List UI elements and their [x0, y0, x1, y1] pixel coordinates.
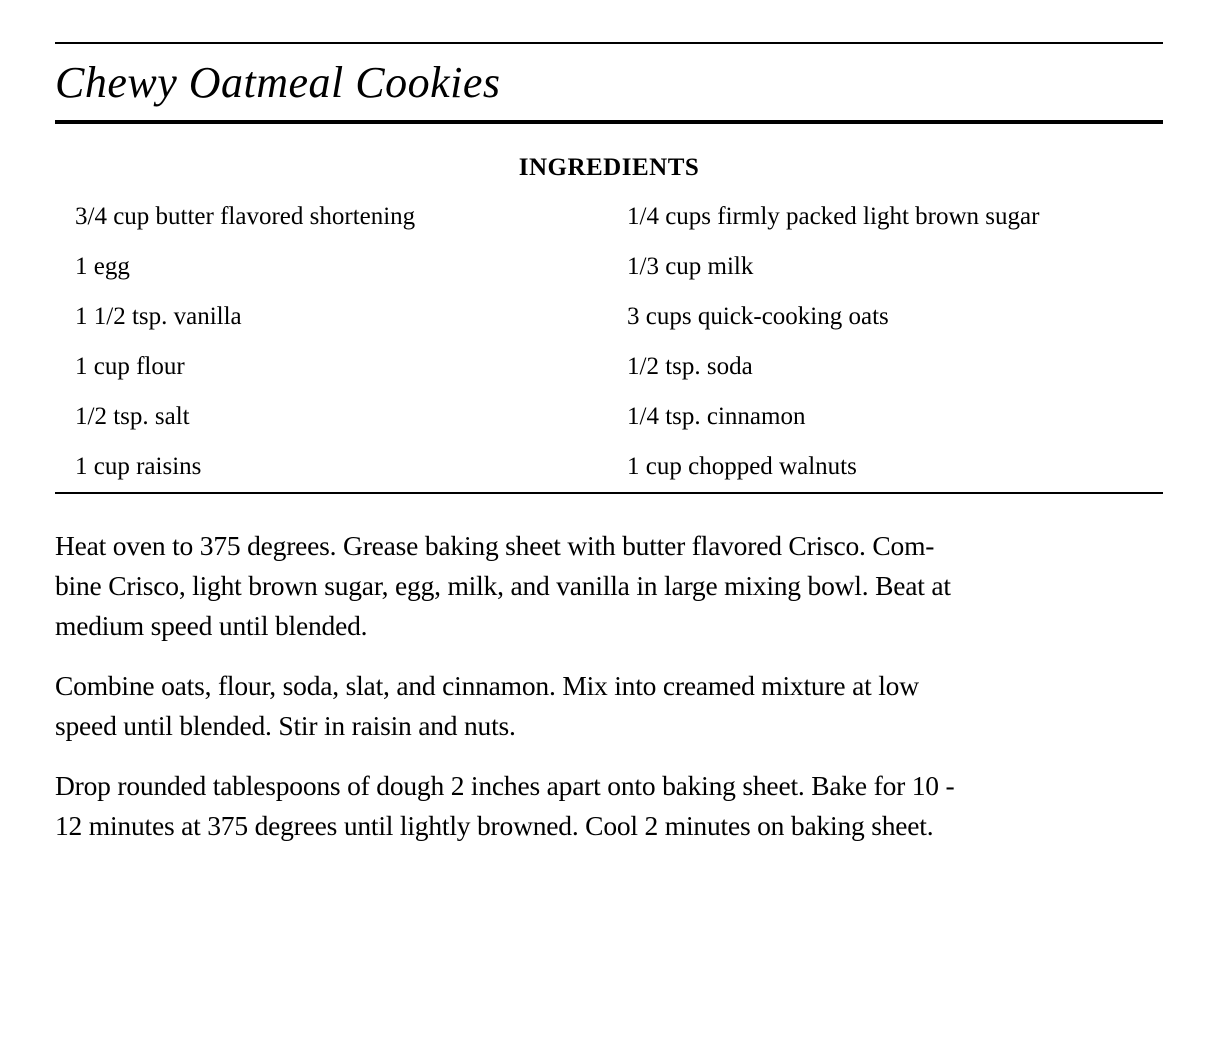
ingredients-heading: INGREDIENTS — [518, 154, 700, 181]
ingredients-table — [55, 192, 1163, 492]
ingredient-row — [55, 242, 1163, 292]
paragraph-line: 12 minutes at 375 degrees until lightly browned. Cool 2 minutes on baking sheet. — [55, 810, 934, 841]
paragraph-line: Drop rounded tablespoons of dough 2 inches apart onto baking sheet. Bake for 10 - — [55, 770, 955, 801]
paragraph-line: medium speed until blended. — [55, 610, 368, 641]
ingredient-item: 3/4 cup butter flavored shortening — [75, 203, 416, 230]
ingredient-item: 1/2 tsp. soda — [627, 353, 753, 380]
paragraph-line: Combine oats, flour, soda, slat, and cinnamon. Mix into creamed mixture at low — [55, 670, 919, 701]
instruction-paragraph — [55, 526, 1163, 646]
instructions-section — [55, 526, 1163, 846]
paragraph-line: bine Crisco, light brown sugar, egg, milk, and vanilla in large mixing bowl. Beat at — [55, 570, 951, 601]
title-rule — [55, 120, 1163, 124]
ingredient-item: 1/2 tsp. salt — [75, 403, 190, 430]
top-rule — [55, 42, 1163, 44]
ingredient-item: 1/3 cup milk — [627, 253, 754, 280]
ingredient-row — [55, 192, 1163, 242]
ingredient-item: 1 cup flour — [75, 353, 185, 380]
instruction-paragraph — [55, 666, 1163, 746]
recipe-page — [0, 42, 1216, 1037]
ingredient-item: 1 1/2 tsp. vanilla — [75, 303, 242, 330]
paragraph-line: speed until blended. Stir in raisin and nuts. — [55, 710, 516, 741]
ingredient-item: 1/4 cups firmly packed light brown sugar — [627, 203, 1040, 230]
ingredients-section — [55, 154, 1163, 494]
ingredient-item: 1 cup raisins — [75, 453, 202, 480]
recipe-title: Chewy Oatmeal Cookies — [55, 58, 501, 107]
ingredient-item: 3 cups quick-cooking oats — [627, 303, 889, 330]
instruction-paragraph — [55, 766, 1163, 846]
ingredient-row — [55, 292, 1163, 342]
ingredient-row — [55, 342, 1163, 392]
ingredient-item: 1/4 tsp. cinnamon — [627, 403, 806, 430]
paragraph-line: Heat oven to 375 degrees. Grease baking sheet with butter flavored Crisco. Com- — [55, 530, 935, 561]
ingredient-row — [55, 392, 1163, 442]
ingredient-item: 1 egg — [75, 253, 130, 280]
ingredients-bottom-rule — [55, 492, 1163, 494]
ingredient-row — [55, 442, 1163, 492]
ingredient-item: 1 cup chopped walnuts — [627, 453, 857, 480]
